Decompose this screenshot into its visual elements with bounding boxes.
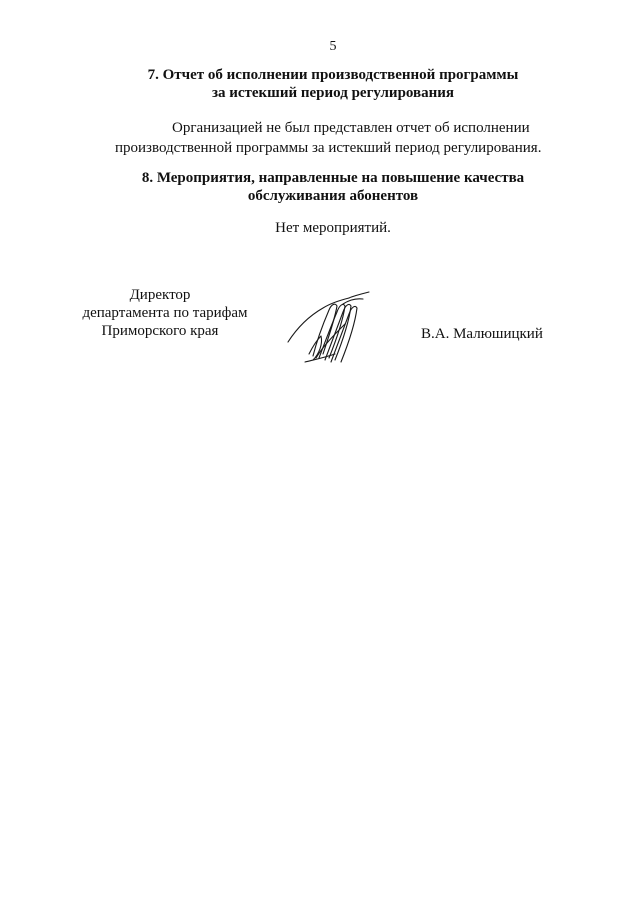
signatory-title-line-3: Приморского края [101, 323, 219, 339]
section-8-heading [0, 169, 640, 205]
section-7-heading-line-2: за истекший период регулирования [211, 85, 455, 101]
page-number: 5 [329, 39, 337, 54]
section-7-text [115, 118, 565, 158]
section-7-heading-line-1: 7. Отчет об исполнении производственной программы [147, 67, 519, 83]
section-7-text-line-1: Организацией не был представлен отчет об исполнении [172, 120, 530, 136]
signer-name: В.А. Малюшицкий [421, 326, 543, 342]
handwritten-signature-icon [283, 288, 383, 370]
signatory-title [60, 286, 260, 340]
section-7-text-line-2: производственной программы за истекший период регулирования. [115, 140, 542, 156]
section-7-heading [0, 66, 640, 102]
section-8-heading-line-1: 8. Мероприятия, направленные на повышение качества [141, 170, 525, 186]
signatory-title-line-1: Директор [129, 287, 191, 303]
section-8-text: Нет мероприятий. [275, 220, 391, 236]
signatory-title-line-2: департамента по тарифам [82, 305, 248, 321]
section-8-heading-line-2: обслуживания абонентов [247, 188, 419, 204]
